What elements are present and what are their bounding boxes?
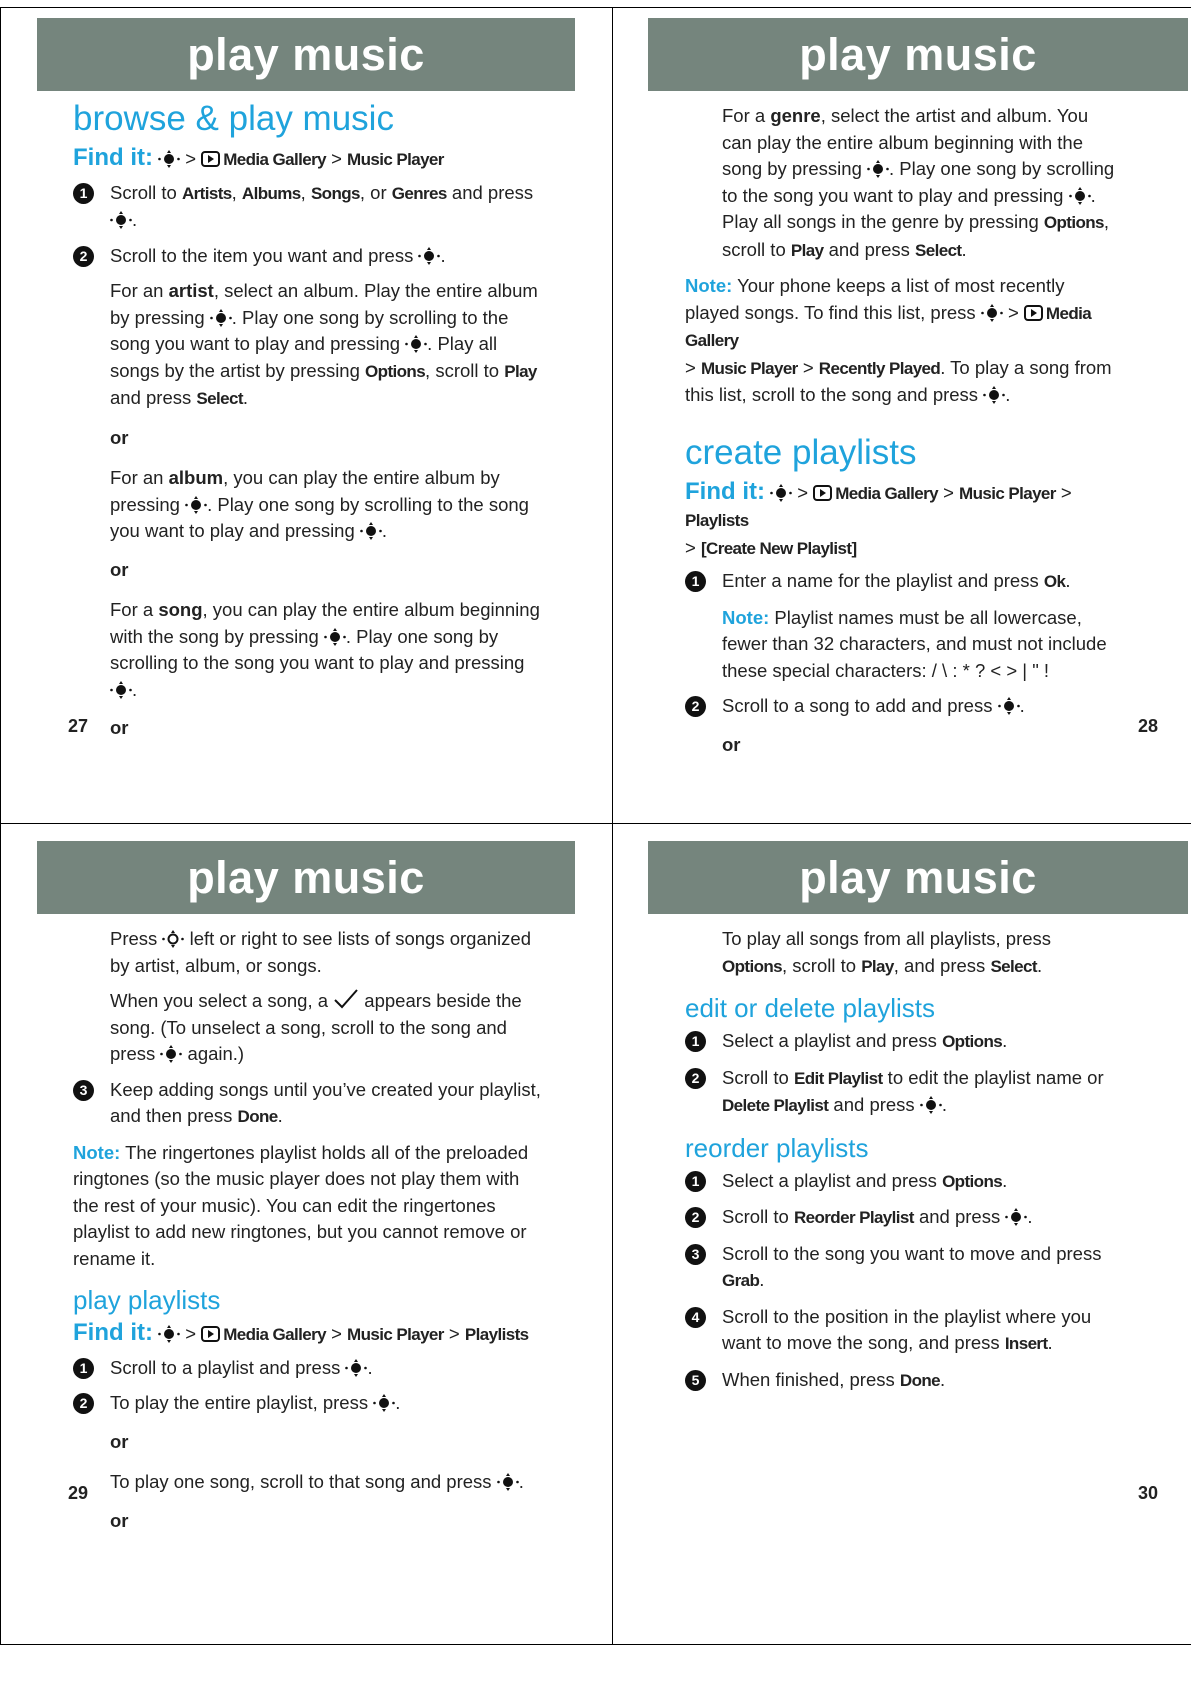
select-paragraph [73,988,543,1068]
nav-key-icon [497,1473,519,1491]
page-content [73,926,543,1548]
text: For a [110,599,159,620]
step-number: 2 [685,1068,706,1089]
find-it-path: Find it: > Media Gallery > Music Player > Playlists [73,1319,529,1346]
text: . [1002,1169,1008,1191]
note-label: Note: [722,606,770,628]
press-paragraph [73,926,543,979]
step-number: 3 [73,1080,94,1101]
text: left or right to see lists of songs organized by artist, album, or songs. [110,928,531,976]
key-insert: Insert [1004,1334,1048,1353]
text: , select an album. Play the entire album by pressing [110,280,538,328]
note-label: Note: [73,1141,121,1163]
song-paragraph [73,597,543,703]
nav-key-icon [324,628,346,646]
text: , and press [893,954,991,976]
key-reorder-playlist: Reorder Playlist [793,1208,914,1227]
text: appears beside the song. (To unselect a song, scroll to the song and press [110,990,522,1064]
page-banner: play music [648,841,1188,914]
find-it-label: Find it: [685,477,765,505]
text: . [367,1356,373,1378]
text: . To play a song from this list, scroll to the song and press [685,356,1112,405]
path-music-player: Music Player [347,150,444,169]
text: . Play one song by scrolling to the song you want to play and pressing [110,306,509,354]
path-media-gallery: Media Gallery [685,303,1092,350]
text: to edit the playlist name or [882,1066,1104,1088]
path-playlists: Playlists [464,1325,529,1344]
nav-key-icon [981,304,1003,322]
bold-term: album [168,467,224,488]
path-playlists: Playlists [685,511,749,530]
one-song-paragraph [73,1469,543,1496]
nav-key-icon [1069,187,1091,205]
media-gallery-icon [1024,305,1043,321]
page-banner: play music [648,18,1188,91]
nav-key-icon [210,309,232,327]
step-3 [73,1077,543,1131]
page-number: 30 [1137,1483,1158,1503]
reorder-step-1 [685,1168,1115,1196]
reorder-step-5 [685,1367,1115,1395]
key-options: Options [722,956,783,976]
key-options: Options [1043,213,1104,232]
key-options: Options [942,1032,1003,1051]
text: Scroll to the item you want and press [110,244,419,266]
nav-key-icon [158,150,180,168]
key-edit-playlist: Edit Playlist [793,1068,883,1088]
bold-term: genre [770,105,821,126]
text: . [132,678,138,700]
text: . [961,238,967,260]
section-heading: create playlists [685,432,917,472]
nav-key-icon [373,1394,395,1412]
text: For an [110,280,169,301]
checkmark-icon [333,990,359,1011]
key-select: Select [990,956,1037,976]
text: . [1002,1030,1008,1051]
key-done: Done [237,1107,278,1126]
section-heading: browse & play music [73,99,394,138]
key-select: Select [915,240,962,260]
note-recently-played: Note: Your phone keeps a list of most recently played songs. To find this list, press > Media Gallery > Music Player > Recently Played. To play a song from this list, scroll to the song and press . [685,275,1112,405]
nav-key-icon [983,386,1005,404]
text: and press [828,1094,920,1115]
path-create-new-playlist: [Create New Playlist] [700,538,857,558]
text: , you can play the entire album beginning with the song by pressing [110,599,540,647]
text: , [231,181,242,203]
text: , select the artist and album. You can play the entire album beginning with the song by pressing [722,105,1089,179]
artist-paragraph [73,278,543,413]
or-label: or [110,1509,129,1531]
key-genres: Genres [391,183,447,203]
text: , [300,181,311,203]
or-label: or [722,733,741,755]
text: The ringertones playlist holds all of the preloaded ringtones (so the music player does not play them with the rest of your music). You can edit the ringertones playlist to add new ringtones, but you cannot remove or rename it. [73,1141,529,1269]
text: > [797,356,819,378]
text: Scroll to a playlist and press [110,1356,346,1378]
note-ringtones [73,1140,543,1273]
bold-term: song [158,599,203,620]
key-play: Play [504,361,537,381]
text: . Play one song by scrolling to the song you want to play and pressing [722,158,1115,206]
nav-key-icon [110,211,132,229]
text: Scroll to [722,1066,794,1088]
path-media-gallery: Media Gallery [835,483,938,503]
genre-paragraph [685,103,1115,264]
page-number: 28 [1137,716,1158,736]
nav-key-icon [867,160,889,178]
text: . [242,387,249,408]
text: . [381,520,388,541]
key-artists: Artists [181,183,232,203]
page-30 [612,823,1191,1644]
or-label: or [110,426,129,448]
step-number: 5 [685,1370,706,1391]
key-done: Done [899,1370,941,1390]
nav-key-icon [770,484,792,502]
key-play: Play [861,956,894,976]
section-heading-reorder: reorder playlists [685,1132,869,1163]
text: again.) [182,1043,245,1064]
text: To play one song, scroll to that song and press [110,1471,497,1492]
text: > [685,356,701,378]
text: and press [110,387,197,408]
step-1 [73,1355,543,1382]
key-ok: Ok [1043,572,1066,591]
nav-key-icon [345,1359,367,1377]
text: , you can play the entire album by pressing [110,467,500,515]
text: Scroll to [110,181,182,203]
or-label: or [110,558,129,580]
text: Press [110,928,163,949]
path-media-gallery: Media Gallery [223,150,326,169]
page-content [685,926,1115,1403]
key-play: Play [790,240,824,260]
edit-step-2 [685,1065,1115,1120]
page-content [685,103,1115,772]
text: , scroll to [722,211,1110,260]
text: Scroll to [722,1206,794,1227]
nav-key-icon [110,681,132,699]
step-number: 1 [685,1171,706,1192]
step-number: 2 [73,1393,94,1414]
text: . [759,1269,765,1290]
text: . [1036,954,1043,976]
text: Playlist names must be all lowercase, fewer than 32 characters, and must not include these special characters: / \ : * ? < > | " ! [722,606,1107,681]
nav-key-icon [998,697,1020,715]
nav-key-icon [418,247,440,265]
text: For a [722,105,771,126]
nav-key-icon [920,1096,942,1114]
page-29 [0,823,612,1644]
step-2 [73,1390,543,1417]
text: . [440,244,446,266]
page-number: 27 [68,716,89,736]
page-content [73,97,543,756]
reorder-step-4 [685,1304,1115,1358]
text: . [1005,384,1011,405]
path-recently-played: Recently Played [818,358,941,378]
page-27 [0,0,612,823]
or-label: or [110,1430,129,1452]
nav-key-icon [160,1045,182,1063]
step-1 [73,180,543,234]
key-options: Options [942,1171,1003,1191]
step-number: 2 [685,1207,706,1228]
text: For an [110,467,169,488]
edit-step-1 [685,1028,1115,1056]
text: and press [913,1206,1006,1227]
nav-key-icon [360,522,382,540]
text: . [1047,1332,1053,1353]
text: . Play one song by scrolling to the song you want to play and pressing [110,625,525,673]
text: To play the entire playlist, press [110,1392,374,1413]
find-it-path: Find it: > Media Gallery > Music Player > Playlists > [Create New Playlist] [685,477,1072,558]
path-music-player: Music Player [959,483,1056,503]
find-it-label: Find it: [73,144,153,171]
text: Keep adding songs until you’ve created your playlist, and then press [110,1078,541,1126]
key-songs: Songs [310,183,360,203]
path-music-player: Music Player [700,358,798,378]
key-select: Select [196,389,243,408]
step-number: 4 [685,1307,706,1328]
bold-term: artist [168,280,214,301]
text: , scroll to [425,359,505,381]
step-number: 1 [685,571,706,592]
key-options: Options [365,361,426,381]
section-heading: play playlists [73,1285,221,1315]
text: Select a playlist and press [722,1169,943,1191]
text: Scroll to the position in the playlist where you want to move the song, and press [722,1305,1092,1353]
frame-bottom [0,1644,1191,1645]
text: To play all songs from all playlists, press [722,928,1052,949]
find-it-label: Find it: [73,1319,153,1346]
text: . [277,1105,283,1126]
step-number: 1 [685,1031,706,1052]
text: . Play all songs in the genre by pressing [722,184,1096,232]
text: . [518,1471,524,1492]
or-label: or [110,717,129,738]
text: Enter a name for the playlist and press [722,570,1044,591]
text: Select a playlist and press [722,1030,943,1051]
media-gallery-icon [201,151,220,167]
step-number: 1 [73,1358,94,1379]
text: . [1027,1206,1033,1227]
key-grab: Grab [722,1271,760,1290]
step-number: 2 [73,246,94,267]
find-it-path: Find it: > Media Gallery > Music Player [73,144,444,171]
page-28 [612,0,1191,823]
media-gallery-icon [201,1326,220,1342]
text: . [941,1094,947,1115]
nav-key-icon [405,335,427,353]
text: , scroll to [782,954,862,976]
text: . Play one song by scrolling to the song you want to play and pressing [110,493,529,541]
text: . [940,1368,946,1390]
text: Your phone keeps a list of most recently played songs. To find this list, press [685,275,1065,323]
media-gallery-icon [813,485,832,501]
nav-key-icon [1005,1208,1027,1226]
text: and press [823,238,915,260]
text: . [1065,570,1071,591]
nav-key-icon [158,1325,180,1343]
text: . [395,1392,401,1413]
reorder-step-2 [685,1204,1115,1232]
text: and press [446,181,534,203]
page-banner: play music [37,18,575,91]
note-playlist-names [685,605,1115,685]
reorder-step-3 [685,1241,1115,1295]
text: . Play all songs by the artist by pressing [110,333,498,381]
page-banner: play music [37,841,575,914]
step-number: 3 [685,1244,706,1265]
step-2 [685,693,1115,720]
key-delete-playlist: Delete Playlist [722,1096,829,1115]
text: , or [359,181,392,203]
text: Scroll to the song you want to move and press [722,1242,1102,1264]
note-label: Note: [685,275,733,296]
text: When finished, press [722,1368,900,1390]
path-music-player: Music Player [347,1325,444,1344]
key-albums: Albums [241,183,301,203]
text: . [132,209,138,230]
nav-key-icon [185,496,207,514]
step-1 [685,568,1115,596]
path-media-gallery: Media Gallery [223,1325,326,1344]
step-number: 2 [685,696,706,717]
intro-paragraph [685,926,1115,980]
section-heading-edit: edit or delete playlists [685,993,936,1023]
step-number: 1 [73,183,94,204]
step-2 [73,243,543,270]
album-paragraph [73,465,543,545]
text: When you select a song, a [110,990,334,1011]
page-number: 29 [68,1483,89,1503]
text: . [1019,695,1025,716]
text: Scroll to a song to add and press [722,695,998,716]
nav-key-outline-icon [162,930,184,948]
